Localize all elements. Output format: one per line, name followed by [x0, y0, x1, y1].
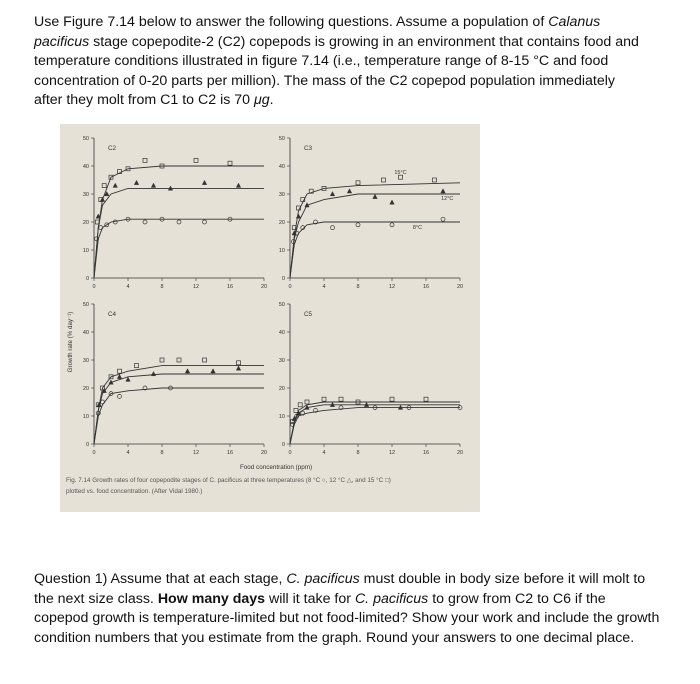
panel-title: C4 — [108, 311, 117, 318]
figure-caption-line-1: Fig. 7.14 Growth rates of four copepodite stages of C. pacificus at three temperatures (8 °C ○, 12 °C △, and 15 °C □) — [66, 477, 391, 484]
data-point-triangle — [134, 180, 138, 184]
question-1 — [34, 570, 664, 648]
y-tick-label: 20 — [82, 386, 89, 392]
data-point-square — [339, 397, 343, 401]
panel-c2 — [91, 138, 264, 281]
data-point-square — [433, 178, 437, 182]
x-tick-label: 20 — [260, 450, 268, 456]
growth-curve — [94, 188, 264, 278]
data-point-triangle — [211, 369, 215, 373]
data-point-triangle — [236, 366, 240, 370]
x-tick-label: 16 — [422, 284, 430, 290]
x-tick-label: 16 — [422, 450, 430, 456]
y-tick-label: 20 — [278, 386, 285, 392]
figure-7-14 — [60, 124, 480, 512]
panel-c3 — [287, 138, 460, 281]
question-text-1: Question 1) Assume that at each stage, — [34, 571, 287, 587]
x-tick-label: 12 — [192, 284, 200, 290]
data-point-square — [143, 158, 147, 162]
data-point-triangle — [296, 411, 300, 415]
data-point-square — [194, 158, 198, 162]
data-point-triangle — [151, 183, 155, 187]
data-point-square — [390, 397, 394, 401]
y-tick-label: 0 — [85, 276, 89, 282]
x-tick-label: 12 — [388, 450, 396, 456]
y-tick-label: 40 — [82, 330, 89, 336]
x-axis-label: Food concentration (ppm) — [239, 464, 313, 471]
x-tick-label: 8 — [356, 284, 360, 290]
y-tick-label: 0 — [281, 442, 285, 448]
data-point-square — [177, 358, 181, 362]
data-point-circle — [113, 220, 117, 224]
y-tick-label: 50 — [82, 302, 89, 308]
data-point-circle — [143, 220, 147, 224]
data-point-square — [382, 178, 386, 182]
growth-curve — [94, 219, 264, 278]
data-point-circle — [177, 220, 181, 224]
x-tick-label: 4 — [322, 284, 326, 290]
data-point-circle — [441, 217, 445, 221]
data-point-square — [102, 184, 106, 188]
x-tick-label: 8 — [160, 284, 164, 290]
growth-curve — [94, 374, 264, 444]
y-tick-label: 20 — [82, 220, 89, 226]
question-species-2: C. pacificus — [354, 590, 429, 607]
data-point-triangle — [330, 192, 334, 196]
y-tick-label: 10 — [82, 248, 89, 254]
x-tick-label: 12 — [192, 450, 200, 456]
figure-caption-line-2: plotted vs. food concentration. (After Vidal 1980.) — [66, 488, 203, 495]
question-text-4: to grow from C2 to C6 if the copepod growth is temperature-limited but not food-limited? Show your work and include the growth condition numbers that you estimate from the graph. Round your answers to one decimal place. — [34, 590, 660, 646]
growth-curve — [290, 222, 460, 278]
x-tick-label: 4 — [126, 450, 130, 456]
y-tick-label: 10 — [82, 414, 89, 420]
x-tick-label: 8 — [160, 450, 164, 456]
data-point-triangle — [441, 189, 445, 193]
x-tick-label: 4 — [126, 284, 130, 290]
x-tick-label: 16 — [226, 284, 234, 290]
data-point-triangle — [296, 214, 300, 218]
y-tick-label: 20 — [278, 220, 285, 226]
x-tick-label: 0 — [92, 284, 96, 290]
data-point-circle — [118, 394, 122, 398]
y-tick-label: 40 — [278, 330, 285, 336]
data-point-triangle — [347, 189, 351, 193]
data-point-square — [237, 361, 241, 365]
y-tick-label: 50 — [82, 136, 89, 142]
data-point-circle — [101, 400, 105, 404]
x-tick-label: 8 — [356, 450, 360, 456]
data-point-triangle — [236, 183, 240, 187]
data-point-triangle — [117, 374, 121, 378]
y-axis-label: Growth rate (% day⁻¹) — [67, 311, 74, 373]
data-point-square — [298, 403, 302, 407]
x-tick-label: 16 — [226, 450, 234, 456]
data-point-square — [294, 408, 298, 412]
x-tick-label: 0 — [92, 450, 96, 456]
data-point-triangle — [185, 369, 189, 373]
intro-paragraph — [34, 13, 646, 111]
data-point-square — [356, 181, 360, 185]
intro-text-2: stage copepodite-2 (C2) copepods is growing in an environment that contains food and temperature conditions illustrated in figure 7.14 (i.e., temperature range of 8-15 °C and food concentration of 0-20 parts per million). The mass of the C2 copepod population immediately after they molt from C1 to C2 is 70 — [34, 33, 639, 109]
data-point-triangle — [126, 377, 130, 381]
data-point-triangle — [202, 180, 206, 184]
data-point-square — [203, 358, 207, 362]
x-tick-label: 12 — [388, 284, 396, 290]
x-tick-label: 20 — [456, 450, 464, 456]
data-point-square — [135, 364, 139, 368]
x-tick-label: 20 — [456, 284, 464, 290]
mass-unit: μg — [254, 92, 270, 109]
question-text-3: will it take for — [265, 590, 355, 607]
temp-label-12c: 12°C — [441, 196, 454, 202]
data-point-square — [305, 400, 309, 404]
y-tick-label: 0 — [281, 276, 285, 282]
data-point-circle — [390, 223, 394, 227]
data-point-triangle — [113, 183, 117, 187]
data-point-square — [322, 397, 326, 401]
y-tick-label: 0 — [85, 442, 89, 448]
y-tick-label: 50 — [278, 302, 285, 308]
y-tick-label: 40 — [82, 164, 89, 170]
panel-title: C3 — [304, 145, 313, 152]
intro-text-1: Use Figure 7.14 below to answer the following questions. Assume a population of — [34, 14, 549, 30]
intro-text-3: . — [269, 92, 274, 109]
x-tick-label: 0 — [288, 284, 292, 290]
data-point-circle — [356, 223, 360, 227]
species-name: Calanus pacificus — [34, 14, 601, 50]
y-tick-label: 40 — [278, 164, 285, 170]
growth-curve — [94, 388, 264, 444]
question-species-1: C. pacificus — [286, 571, 360, 587]
data-point-square — [160, 358, 164, 362]
panel-title: C2 — [108, 145, 117, 152]
growth-curve — [290, 408, 460, 444]
data-point-square — [424, 397, 428, 401]
y-tick-label: 10 — [278, 414, 285, 420]
data-point-circle — [203, 220, 207, 224]
data-point-triangle — [373, 194, 377, 198]
data-point-square — [118, 369, 122, 373]
y-tick-label: 10 — [278, 248, 285, 254]
x-tick-label: 4 — [322, 450, 326, 456]
question-emphasis: How many days — [157, 590, 266, 607]
growth-curve — [290, 405, 460, 444]
growth-curve — [290, 194, 460, 278]
panel-c5 — [287, 304, 462, 447]
figure-svg — [60, 124, 480, 512]
panel-title: C5 — [304, 311, 313, 318]
question-text-2: must double in body size before it will molt to the next size class. — [34, 571, 646, 607]
y-tick-label: 30 — [278, 192, 285, 198]
x-tick-label: 20 — [260, 284, 268, 290]
data-point-triangle — [151, 372, 155, 376]
y-tick-label: 30 — [278, 358, 285, 364]
panel-c4 — [91, 304, 264, 447]
temp-label-15c: 15°C — [394, 169, 407, 176]
data-point-triangle — [390, 200, 394, 204]
x-tick-label: 0 — [288, 450, 292, 456]
y-tick-label: 30 — [82, 192, 89, 198]
y-tick-label: 30 — [82, 358, 89, 364]
y-tick-label: 50 — [278, 136, 285, 142]
data-point-square — [228, 161, 232, 165]
temp-label-8c: 8°C — [412, 225, 423, 231]
data-point-circle — [331, 226, 335, 230]
